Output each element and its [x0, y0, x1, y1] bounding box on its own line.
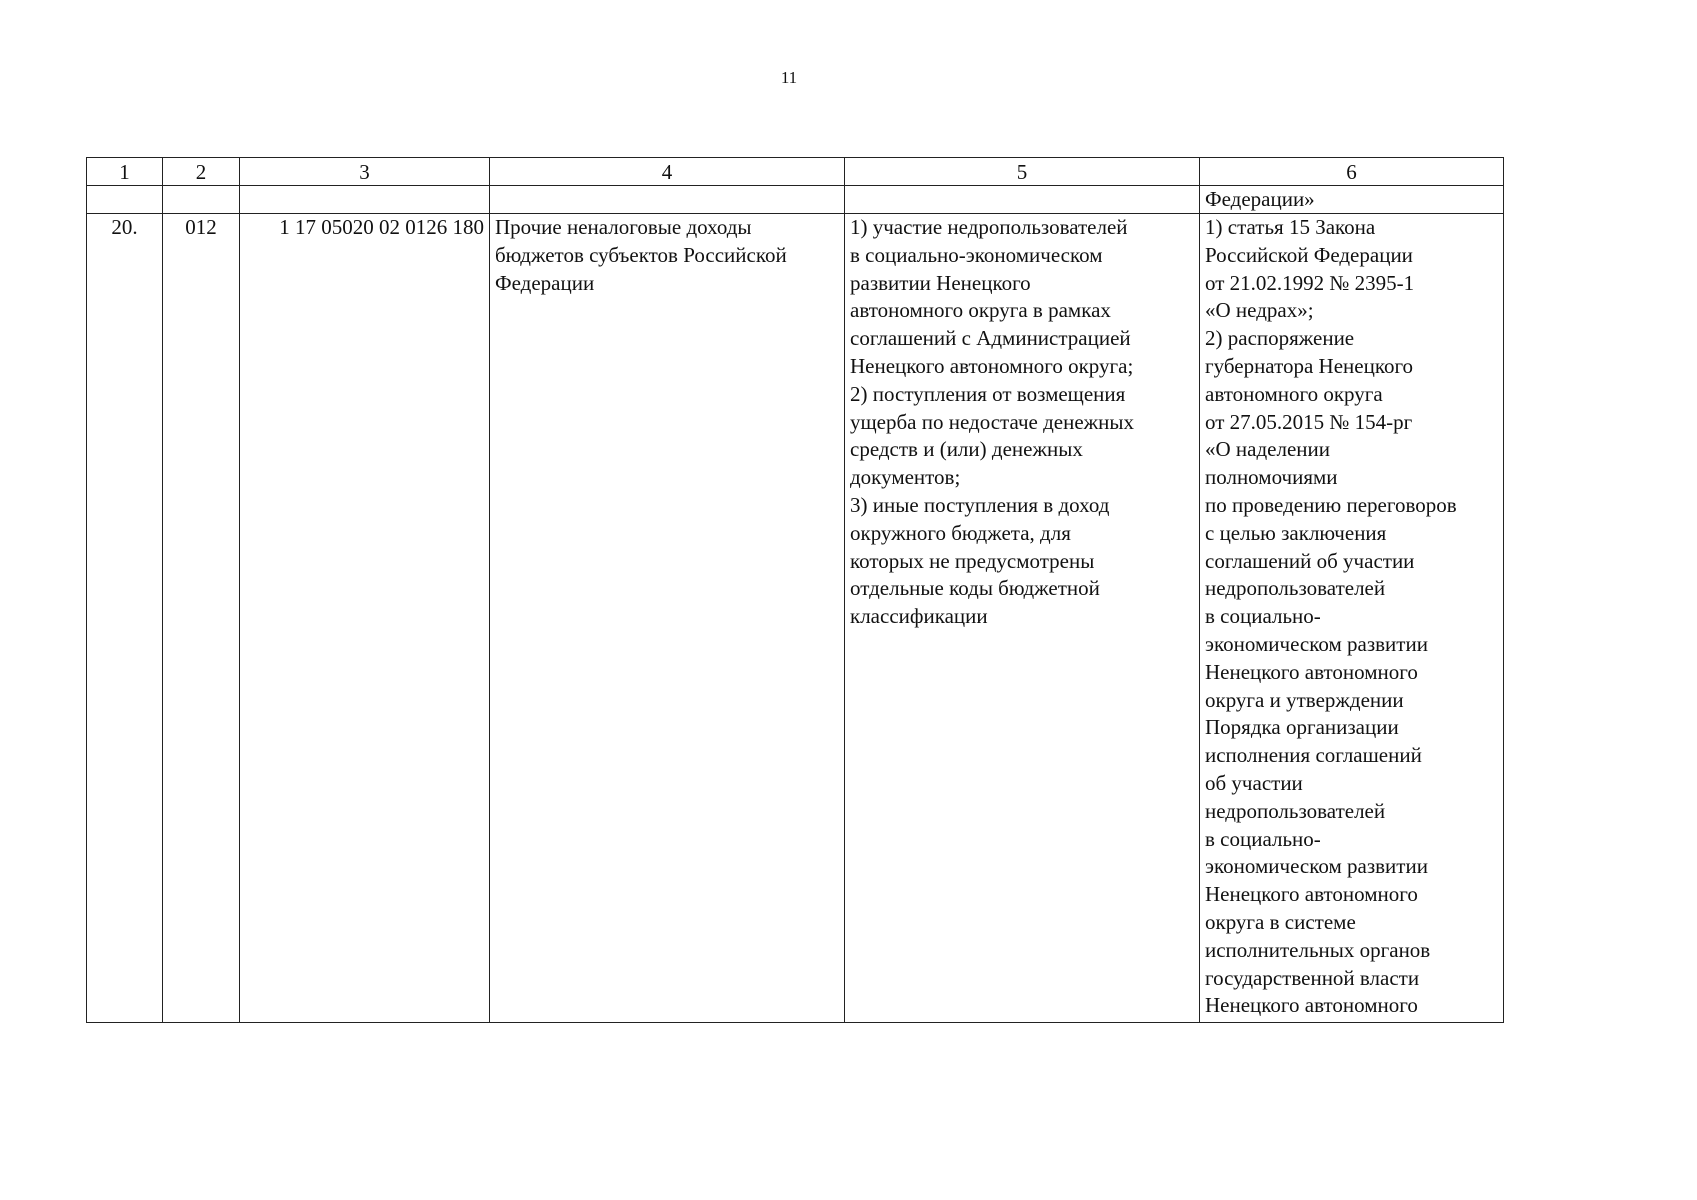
table-row: [87, 214, 1504, 1023]
cell-text-line: губернатора Ненецкого: [1205, 353, 1414, 378]
cell-text-line: экономическом развитии: [1205, 631, 1428, 656]
budget-classification-code-cell: 1 17 05020 02 0126 180: [240, 214, 490, 1023]
revenue-name-cell: [490, 214, 845, 1023]
cell-text-line: недропользователей: [1205, 798, 1386, 823]
cell-text-line: экономическом развитии: [1205, 854, 1428, 879]
column-number-1: 1: [87, 158, 163, 186]
cell-text-line: недропользователей: [1205, 576, 1386, 601]
cell-text-line: с целью заключения: [1205, 520, 1387, 545]
cell-text-line: развитии Ненецкого: [850, 270, 1031, 295]
cell-text-line: исполнения соглашений: [1205, 743, 1422, 768]
cell-text-line: в социально-: [1205, 826, 1321, 851]
cell-text-line: автономного округа: [1205, 381, 1383, 406]
cell-text-line: окружного бюджета, для: [850, 520, 1071, 545]
cell-text-line: классификации: [850, 604, 988, 629]
cell-text-line: документов;: [850, 465, 961, 490]
cell-text-line: Ненецкого автономного: [1205, 659, 1418, 684]
cell-text-line: Порядка организации: [1205, 715, 1399, 740]
continuation-cell-3: [240, 186, 490, 214]
cell-text-line: ущерба по недостаче денежных: [850, 409, 1135, 434]
continuation-cell-1: [87, 186, 163, 214]
cell-text-line: округа и утверждении: [1205, 687, 1404, 712]
row-number-cell: 20.: [87, 214, 163, 1023]
table-header-row: [87, 158, 1504, 186]
cell-text-line: полномочиями: [1205, 465, 1338, 490]
cell-text-line: «О наделении: [1205, 437, 1330, 462]
cell-text-line: Ненецкого автономного округа;: [850, 353, 1134, 378]
revenue-description-cell: [845, 214, 1200, 1023]
continuation-cell-4: [490, 186, 845, 214]
continuation-cell-6: Федерации»: [1200, 186, 1504, 214]
cell-text-line: государственной власти: [1205, 965, 1420, 990]
cell-text-line: которых не предусмотрены: [850, 548, 1095, 573]
cell-text-line: от 27.05.2015 № 154-рг: [1205, 409, 1413, 434]
column-number-5: 5: [845, 158, 1200, 186]
cell-text-line: Российской Федерации: [1205, 242, 1413, 267]
cell-text-line: в социально-: [1205, 604, 1321, 629]
cell-text-line: «О недрах»;: [1205, 298, 1314, 323]
cell-text-line: соглашений об участии: [1205, 548, 1415, 573]
cell-text-line: соглашений с Администрацией: [850, 326, 1131, 351]
column-number-3: 3: [240, 158, 490, 186]
administrator-code-cell: 012: [163, 214, 240, 1023]
cell-text-line: Ненецкого автономного: [1205, 993, 1418, 1018]
page-number: 11: [780, 68, 798, 87]
cell-text-line: отдельные коды бюджетной: [850, 576, 1100, 601]
cell-text-line: в социально-экономическом: [850, 242, 1103, 267]
cell-text-line: 1) участие недропользователей: [850, 215, 1128, 239]
continuation-row: [87, 186, 1504, 214]
cell-text-line: Федерации: [495, 270, 595, 295]
cell-text-line: 2) поступления от возмещения: [850, 381, 1126, 406]
cell-text-line: средств и (или) денежных: [850, 437, 1083, 462]
cell-text-line: 2) распоряжение: [1205, 326, 1355, 351]
cell-text-line: Прочие неналоговые доходы: [495, 215, 752, 239]
column-number-2: 2: [163, 158, 240, 186]
cell-text-line: округа в системе: [1205, 909, 1356, 934]
column-number-4: 4: [490, 158, 845, 186]
cell-text-line: бюджетов субъектов Российской: [495, 242, 787, 267]
cell-text-line: от 21.02.1992 № 2395-1: [1205, 270, 1415, 295]
legal-basis-cell: [1200, 214, 1504, 1023]
cell-text-line: 1) статья 15 Закона: [1205, 215, 1376, 239]
cell-text-line: Ненецкого автономного: [1205, 882, 1418, 907]
continuation-cell-5: [845, 186, 1200, 214]
budget-revenue-table: [86, 157, 1504, 1023]
cell-text-line: автономного округа в рамках: [850, 298, 1111, 323]
continuation-cell-2: [163, 186, 240, 214]
cell-text-line: 3) иные поступления в доход: [850, 492, 1110, 517]
cell-text-line: исполнительных органов: [1205, 937, 1431, 962]
cell-text-line: по проведению переговоров: [1205, 492, 1457, 517]
column-number-6: 6: [1200, 158, 1504, 186]
cell-text-line: об участии: [1205, 770, 1303, 795]
